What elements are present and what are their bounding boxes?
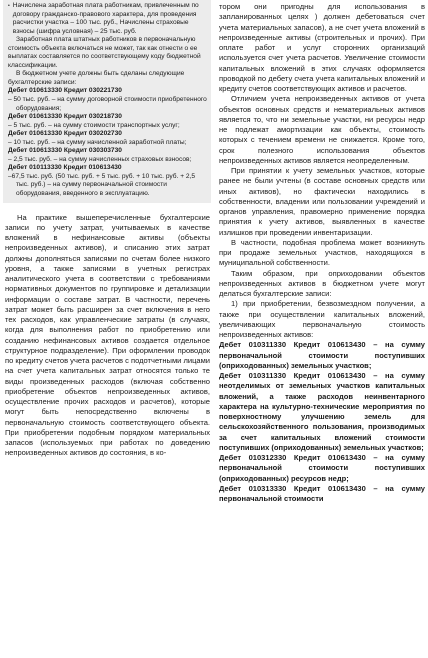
entry-description: –67,5 тыс. руб. (50 тыс. руб. + 5 тыс. руб. + 10 тыс. руб. + 2,5 тыс. руб.) – на сумму первоначальной стоимости оборудования, введенного в эксплуатацию.: [8, 172, 196, 198]
right-column: [219, 0, 425, 504]
body-paragraph: На практике вышеперечисленные бухгалтерские записи по учету затрат, учитываемых в качестве вложений в нефинансовые активы (объекты непроизведенных активов), и списанию этих затрат должны дополняться записями по счетам более низкого уровня, а также записями в учетных регистрах аналитического учета в соответствии с требованиями нормативных документов по группировке и детализации информации о составе затрат. В частности, перечень затрат может быть расширен за счет включения в него тех расходов, как управленческие затраты (в случаях, когда для выполнения работ по приобретению или созданию нефинансовых активов создается отдельное структурное подразделение). При оформлении проводок по кредиту счетов учета расчетов с подотчетными лицами на счет учета капитальных затрат относятся только те виды произведенных расходов (включая собственно приобретение объектов непроизведенных активов, осуществление прочих расходов и расчетов), которые могут быть непосредственно включены в первоначальную стоимость соответствующего объекта. При приобретении подобным порядком материальных запасов (используемых при работах по доведению непроизведенных активов до состояния, в ко-: [5, 212, 210, 458]
entry-account: Дебет 010613330 Кредит 030218730: [8, 113, 122, 121]
inset-paragraph: Начислена заработная плата работникам, привлеченным по договору гражданско-правового характера, для проведения расчистки участка – 100 тыс. руб., Начислены страховые взносы (шифра условная) – 25 тыс. руб.: [12, 2, 199, 35]
posting-entry: Дебет 010312330 Кредит 010613430 – на сумму первоначальной стоимости поступивших (оприходованных) ресурсов недр;: [219, 453, 425, 483]
left-column: [3, 0, 211, 459]
body-paragraph: В частности, подобная проблема может возникнуть при продаже земельных участков, находящихся в муниципальной собственности.: [219, 237, 425, 268]
inset-bullet-paragraph: [8, 2, 208, 36]
body-paragraph: Таким образом, при оприходовании объектов непроизведенных активов в бюджетном учете могут делаться бухгалтерские записи:: [219, 268, 425, 298]
body-paragraph: 1) при приобретении, безвозмездном получении, а также при осуществлении капитальных вложений, увеличивающих первоначальную стоимость непроизведенных активов:: [219, 299, 425, 339]
posting-entry: Дебет 010311330 Кредит 010613430 – на сумму первоначальной стоимости поступивших (оприходованных) земельных участков;: [219, 340, 425, 370]
body-paragraph-continued: тором они пригодны для использования в запланированных целях ) должен дебетоваться счет учета материальных запасов), а не счет учета вложений в непроизведенные активы (строительных и прочих). При оплате работ и услуг сторонних организаций используется счет учета расчетов. Увеличение стоимости капитальных вложений в этих случаях оформляется проводкой по дебету счета учета капитальных вложений и кредиту счетов соответствующих активов и расчетов.: [219, 2, 425, 93]
entry-account: Дебет 010613330 Кредит 030303730: [8, 147, 122, 155]
posting-entry: Дебет 010311330 Кредит 010613430 – на сумму неотделимых от земельных участков капитальных вложений, а также расходов неинвентарного характера на культурно-технические мероприятия по поверхностному улучшению земель для сельскохозяйственного пользования, производимых за счет капитальных вложений стоимости поступивших (оприходованных) земельных участков;: [219, 371, 425, 452]
left-body-text: [3, 213, 211, 459]
bullet-icon: •: [8, 3, 10, 9]
inset-paragraph: В бюджетном учете должны быть сделаны следующие бухгалтерские записи:: [8, 70, 185, 86]
example-inset: [3, 0, 211, 203]
entry-description: – 50 тыс. руб. – на сумму договорной стоимости приобретенного оборудования;: [8, 96, 207, 112]
posting-entry: Дебет 010313330 Кредит 010613430 – на сумму первоначальной стоимости: [219, 483, 425, 503]
entry-description: – 2,5 тыс. руб. – на сумму начисленных страховых взносов;: [8, 155, 192, 163]
entry-account: Дебет 010613330 Кредит 030221730: [8, 87, 122, 95]
body-paragraph: При принятии к учету земельных участков, которые ранее не были учтены (в составе основных средств или иных активов), но фактически находились в собственности, владении или пользовании учреждений и органов управления, правомерно применение порядка принятия к учету активов, выявленных в качестве излишков при проведении инвентаризации.: [219, 166, 425, 237]
entry-account: Дебет 010113330 Кредит 010613430: [8, 164, 122, 172]
entry-description: – 5 тыс. руб. – на сумму стоимости транспортных услуг;: [8, 121, 180, 129]
inset-paragraph: Заработная плата штатных работников в первоначальную стоимость объекта включаться не может, так как отнести о ее выплатах составляется по соответствующему коду бюджетной классификации.: [8, 36, 201, 69]
entry-account: Дебет 010613330 Кредит 030202730: [8, 130, 122, 138]
entry-description: – 10 тыс. руб. – на сумму начисленной заработной платы;: [8, 138, 187, 146]
body-paragraph: Отличием учета непроизведенных активов от учета объектов основных средств и нематериальных активов является то, что ни земельные участки, ни ресурсы недр не подлежат амортизации как объекты, стоимость которых с течением времени не снижается. Кроме того, срок полезного использования объектов непроизведенных активов является неопределенным.: [219, 94, 425, 165]
